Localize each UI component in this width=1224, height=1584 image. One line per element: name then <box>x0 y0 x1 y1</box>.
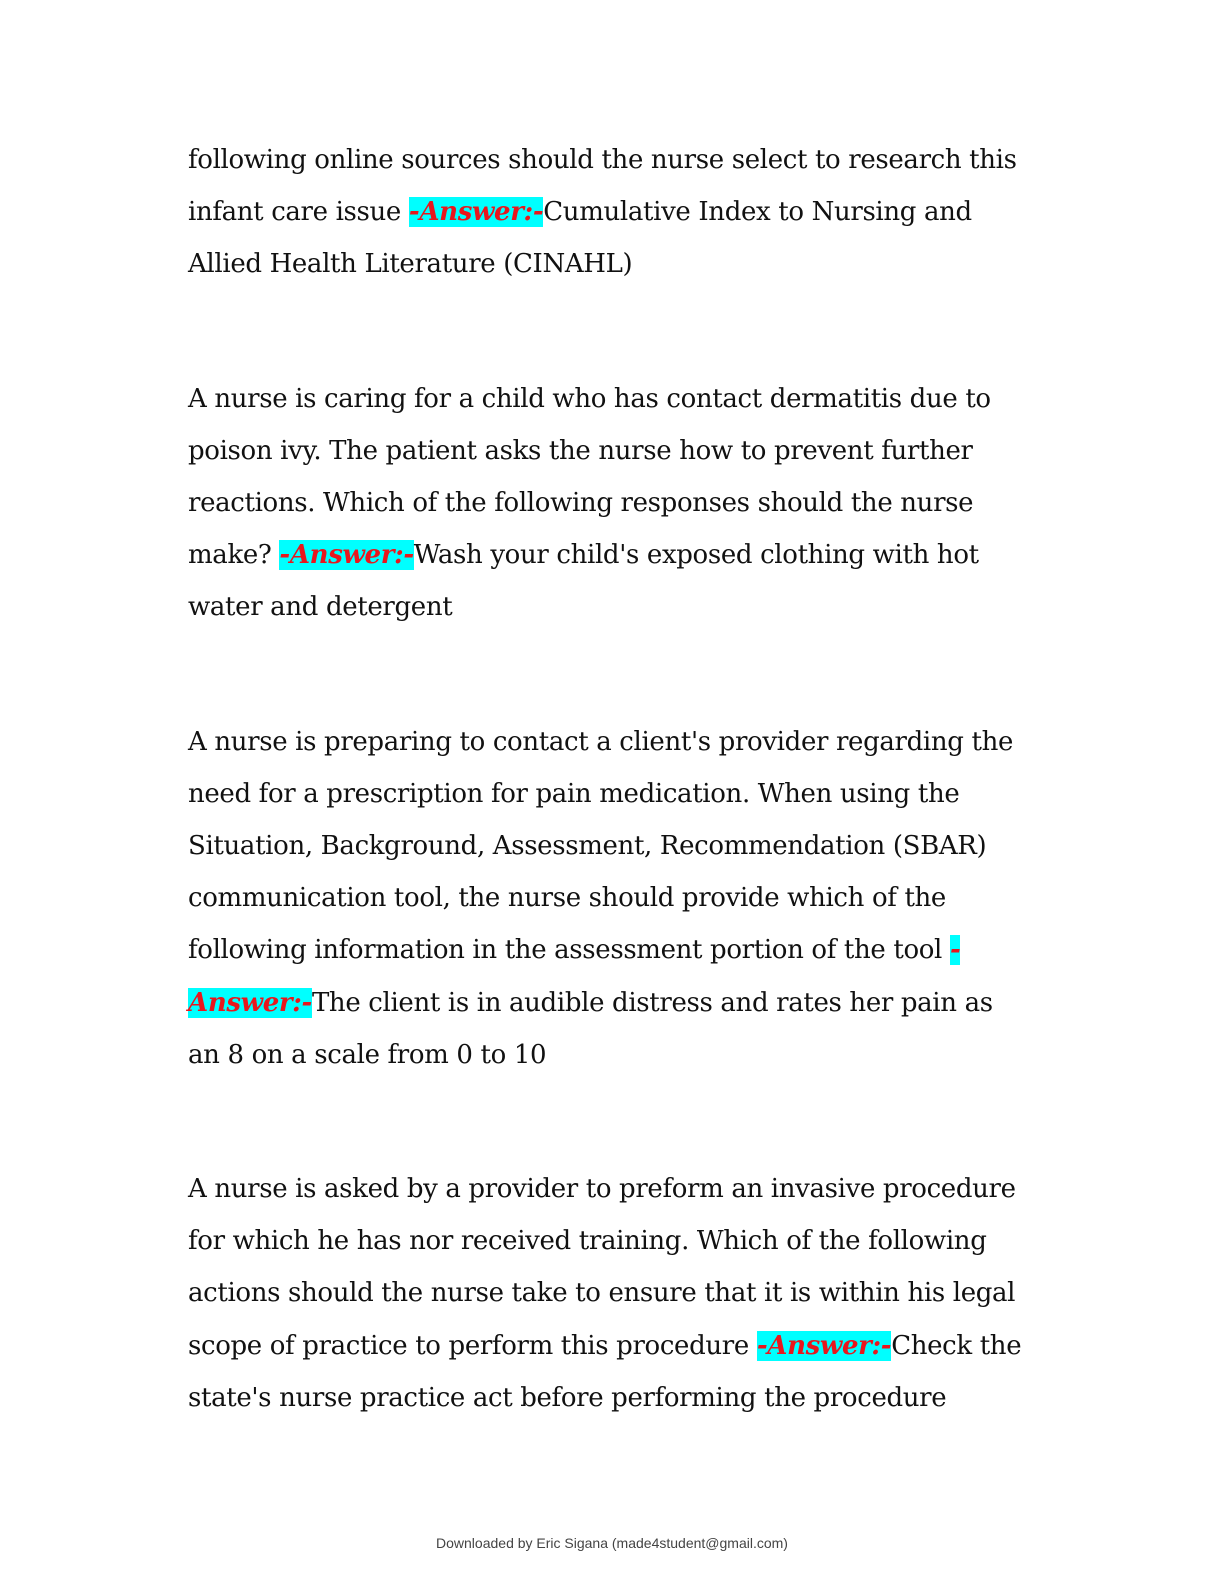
question-text: following online sources should the nurse select to research this infant care issue <box>188 145 1017 228</box>
question-text: A nurse is preparing to contact a client's provider regarding the need for a prescription for pain medication. When using the Situation, Background, Assessment, Recommendation (SBAR) communication tool, the nurse should provide which of the following information in the assessment portion of the tool <box>188 726 1014 966</box>
answer-marker: -Answer:- <box>279 540 414 571</box>
qa-item-1 <box>188 134 1028 291</box>
answer-text: The client is in audible distress and rates her pain as an 8 on a scale from 0 to 10 <box>188 987 993 1070</box>
download-footer: Downloaded by Eric Sigana (made4student@gmail.com) <box>436 1535 788 1551</box>
answer-marker: -Answer:- <box>756 1330 892 1361</box>
answer-text: Wash your child's exposed clothing with hot water and detergent <box>188 540 979 623</box>
qa-item-3 <box>188 716 1028 1081</box>
answer-marker: -Answer:- <box>188 935 961 1018</box>
answer-text: Check the state's nurse practice act before performing the procedure <box>188 1330 1022 1413</box>
qa-item-2 <box>188 373 1028 634</box>
answer-marker: -Answer:- <box>408 197 544 228</box>
qa-item-4 <box>188 1163 1028 1424</box>
answer-text: Cumulative Index to Nursing and Allied Health Literature (CINAHL) <box>188 197 972 280</box>
document-body <box>188 134 1028 1424</box>
question-text: A nurse is caring for a child who has contact dermatitis due to poison ivy. The patient asks the nurse how to prevent further reactions. Which of the following responses should the nurse make? <box>188 383 991 571</box>
question-text: A nurse is asked by a provider to preform an invasive procedure for which he has nor received training. Which of the following actions should the nurse take to ensure that it is within his legal scope of practice to perform this procedure <box>188 1174 1016 1361</box>
